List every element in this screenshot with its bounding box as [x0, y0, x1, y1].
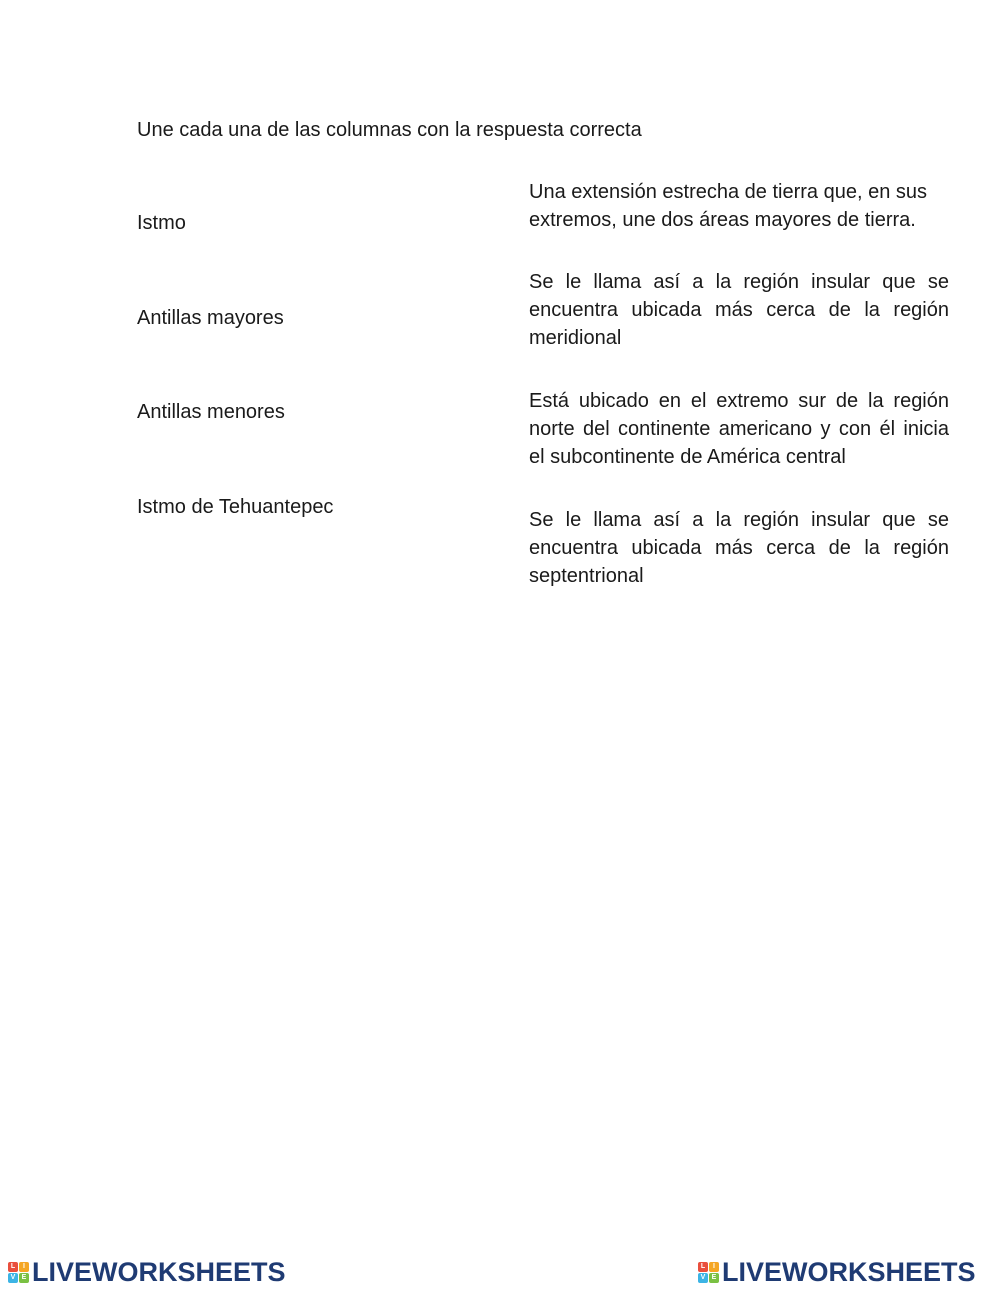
instruction-text: Une cada una de las columnas con la respuesta correcta [137, 119, 642, 141]
liveworksheets-logo-icon [8, 1262, 29, 1283]
logo-cell: E [709, 1273, 719, 1283]
liveworksheets-brand-right [698, 1258, 976, 1286]
definition-4: Se le llama así a la región insular que se encuentra ubicada más cerca de la región septentrional [529, 509, 949, 587]
brand-wordmark: LIVEWORKSHEETS [722, 1256, 976, 1287]
term-istmo: Istmo [137, 212, 186, 234]
logo-cell: I [709, 1262, 719, 1272]
logo-cell: L [8, 1262, 18, 1272]
brand-wordmark: LIVEWORKSHEETS [32, 1256, 286, 1287]
term-istmo-de-tehuantepec: Istmo de Tehuantepec [137, 496, 334, 518]
logo-cell: L [698, 1262, 708, 1272]
definition-3: Está ubicado en el extremo sur de la región norte del continente americano y con él inicia el subcontinente de América central [529, 390, 949, 468]
liveworksheets-logo-icon [698, 1262, 719, 1283]
definition-2: Se le llama así a la región insular que se encuentra ubicada más cerca de la región meridional [529, 271, 949, 349]
liveworksheets-brand-left [8, 1258, 286, 1286]
logo-cell: V [698, 1273, 708, 1283]
term-antillas-mayores: Antillas mayores [137, 307, 284, 329]
term-antillas-menores: Antillas menores [137, 401, 285, 423]
logo-cell: V [8, 1273, 18, 1283]
definition-1: Una extensión estrecha de tierra que, en sus extremos, une dos áreas mayores de tierra. [529, 181, 928, 231]
logo-cell: E [19, 1273, 29, 1283]
logo-cell: I [19, 1262, 29, 1272]
